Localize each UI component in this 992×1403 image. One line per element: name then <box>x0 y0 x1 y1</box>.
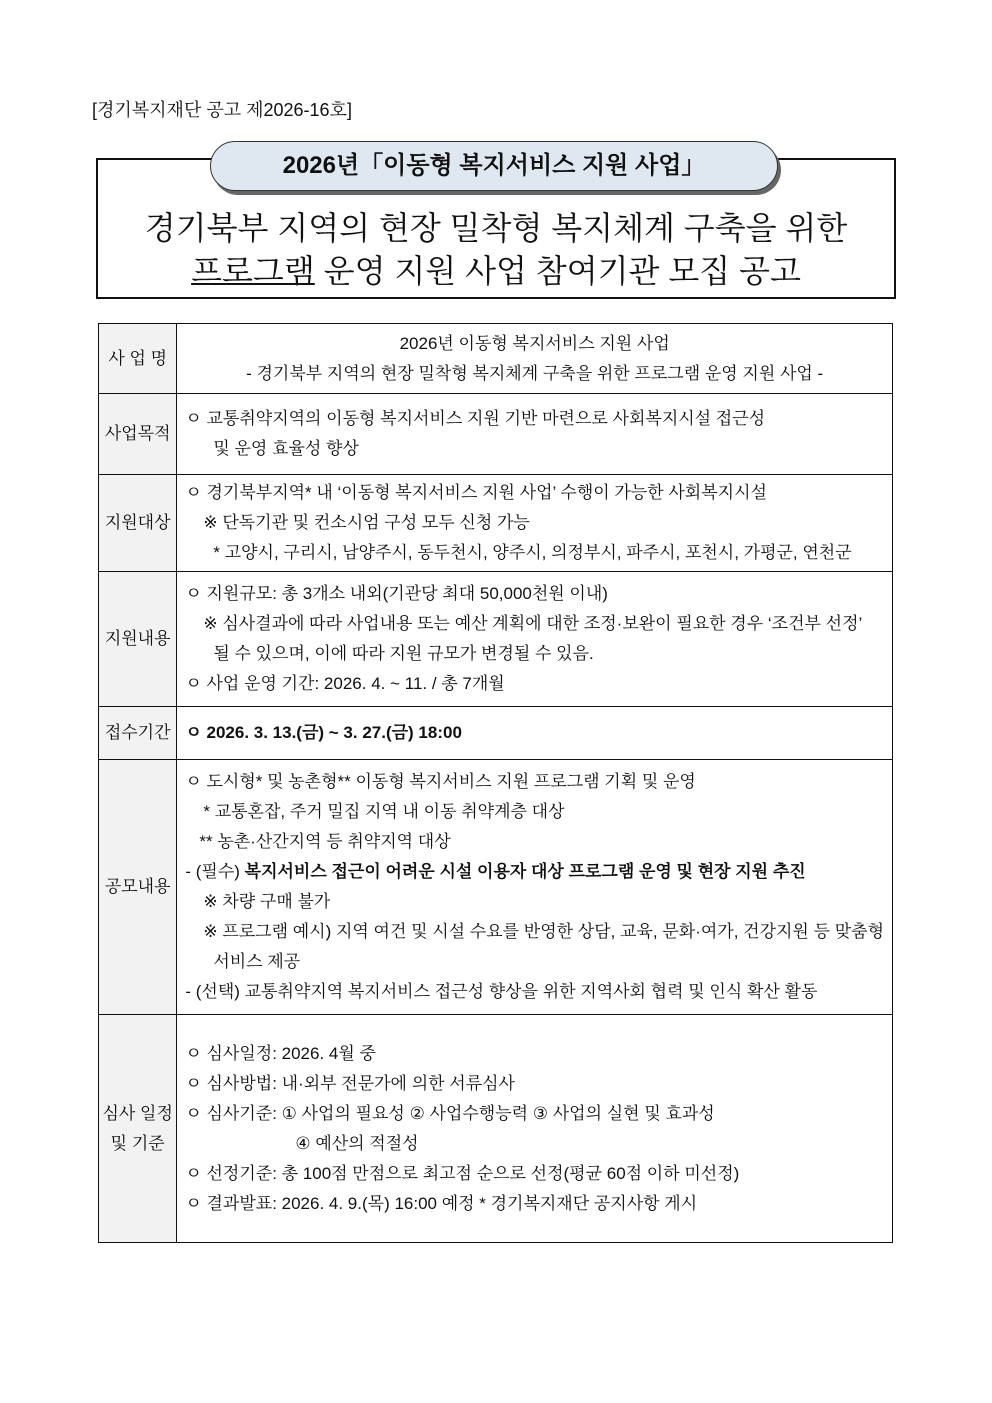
cell-line: ※ 심사결과에 따라 사업내용 또는 예산 계획에 대한 조정·보완이 필요한 경우 ‘조건부 선정’ <box>203 614 863 633</box>
cell-line: ※ 프로그램 예시) 지역 여건 및 시설 수요를 반영한 상담, 교육, 문화·여가, 건강지원 등 맞춤형 <box>203 922 884 941</box>
cell-line: ㅇ 결과발표: 2026. 4. 9.(목) 16:00 예정 * 경기복지재단 공지사항 게시 <box>185 1193 698 1213</box>
cell-line: ** 농촌·산간지역 등 취약지역 대상 <box>199 832 451 851</box>
required-text: 복지서비스 접근이 어려운 시설 이용자 대상 프로그램 운영 및 현장 지원 추진 <box>244 862 806 881</box>
table-row-review <box>99 1015 893 1243</box>
row-label-line: 심사 일정 <box>102 1103 173 1123</box>
title-underlined: 프로그램 <box>191 253 315 289</box>
cell-line: ※ 차량 구매 불가 <box>203 892 331 911</box>
cell-line: - 경기북부 지역의 현장 밀착형 복지체계 구축을 위한 프로그램 운영 지원 사업 - <box>246 363 824 383</box>
required-prefix: - (필수) <box>185 862 245 881</box>
cell-line: ㅇ 선정기준: 총 100점 만점으로 최고점 순으로 선정(평균 60점 이하 미선정) <box>185 1163 740 1183</box>
row-label: 공모내용 <box>99 760 177 1015</box>
table-row-project-name <box>99 324 893 394</box>
cell-line: ㅇ 경기북부지역* 내 ‘이동형 복지서비스 지원 사업’ 수행이 가능한 사회복지시설 <box>185 483 767 502</box>
cell-line: ㅇ 2026. 3. 13.(금) ~ 3. 27.(금) 18:00 <box>185 723 462 742</box>
notice-table <box>98 323 893 1243</box>
cell-line: ㅇ 교통취약지역의 이동형 복지서비스 지원 기반 마련으로 사회복지시설 접근성 <box>185 409 766 428</box>
row-label: 접수기간 <box>99 707 177 760</box>
row-label: 사 업 명 <box>99 324 177 394</box>
cell-line: ㅇ 도시형* 및 농촌형** 이동형 복지서비스 지원 프로그램 기획 및 운영 <box>185 772 696 791</box>
cell-line: ㅇ 심사방법: 내·외부 전문가에 의한 서류심사 <box>185 1073 515 1093</box>
cell-line: * 교통혼잡, 주거 밀집 지역 내 이동 취약계층 대상 <box>203 802 565 821</box>
row-label <box>99 1015 177 1243</box>
title-rest: 운영 지원 사업 참여기관 모집 공고 <box>314 253 801 289</box>
cell-line: ㅇ 지원규모: 총 3개소 내외(기관당 최대 50,000천원 이내) <box>185 584 608 603</box>
cell-line: 될 수 있으며, 이에 따라 지원 규모가 변경될 수 있음. <box>213 644 594 663</box>
table-row-content <box>99 760 893 1015</box>
cell-line <box>185 857 884 887</box>
cell-line: * 고양시, 구리시, 남양주시, 동두천시, 양주시, 의정부시, 파주시, 포천시, 가평군, 연천군 <box>213 543 852 562</box>
table-row-period <box>99 707 893 760</box>
page-title-line1: 경기북부 지역의 현장 밀착형 복지체계 구축을 위한 <box>144 210 848 246</box>
row-label: 지원내용 <box>99 572 177 707</box>
row-label-line: 및 기준 <box>110 1133 165 1153</box>
cell-line: - (선택) 교통취약지역 복지서비스 접근성 향상을 위한 지역사회 협력 및 인식 확산 활동 <box>185 982 818 1001</box>
cell-line: ④ 예산의 적절성 <box>295 1133 419 1153</box>
cell-line: 서비스 제공 <box>213 952 301 971</box>
cell-line: 2026년 이동형 복지서비스 지원 사업 <box>399 333 670 353</box>
row-label: 지원대상 <box>99 475 177 572</box>
page-title-line2 <box>96 251 896 291</box>
row-label: 사업목적 <box>99 394 177 475</box>
cell-line: 및 운영 효율성 향상 <box>213 439 359 458</box>
table-row-purpose <box>99 394 893 475</box>
table-row-support <box>99 572 893 707</box>
cell-line: ㅇ 사업 운영 기간: 2026. 4. ~ 11. / 총 7개월 <box>185 674 505 693</box>
notice-number: [경기복지재단 공고 제2026-16호] <box>92 100 352 120</box>
cell-line: ※ 단독기관 및 컨소시엄 구성 모두 신청 가능 <box>203 513 530 532</box>
cell-line: ㅇ 심사일정: 2026. 4월 중 <box>185 1043 376 1063</box>
table-row-target <box>99 475 893 572</box>
title-pill: 2026년「이동형 복지서비스 지원 사업」 <box>210 141 778 191</box>
cell-line: ㅇ 심사기준: ① 사업의 필요성 ② 사업수행능력 ③ 사업의 실현 및 효과성 <box>185 1103 715 1123</box>
